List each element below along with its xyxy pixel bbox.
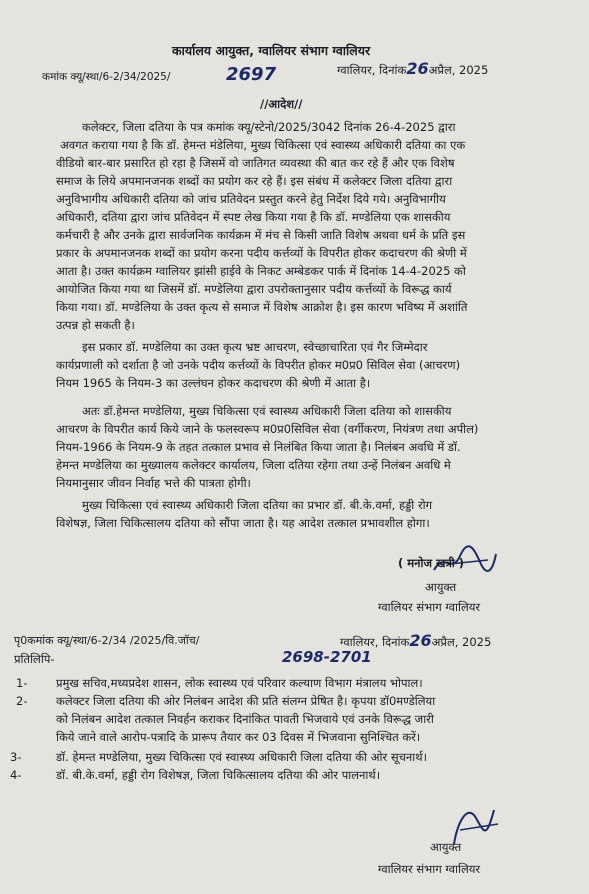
body-line: कार्यप्रणाली को दर्शाता है जो उनके पदीय कर्त्तव्यों के विपरीत होकर म0प्र0 सिविल सेवा (आचरण) [56, 358, 461, 372]
copy-item-line: किये जाने वाले आरोप-पत्रादि के प्रारूप तैयार कर 03 दिवस में भिजवाना सुनिश्चित करें। [56, 730, 421, 744]
pratilipi-label: प्रतिलिपि- [14, 652, 55, 666]
copy-place-date-prefix: ग्वालियर, दिनांक [340, 635, 410, 649]
body-line: वीडियो बार-बार प्रसारित हो रहा है जिसमें वो जातिगत व्यवस्था की बात कर रहे हैं और एक विशेष [56, 156, 455, 170]
copy-item-line: को निलंबन आदेश तत्काल निवर्हन कराकर दिनांकित पावती भिजवाये एवं उनके विरूद्ध जारी [56, 712, 434, 726]
body-line: प्रकार के अपमानजनक शब्दों का प्रयोग करना पदीय कर्त्तव्यों के विपरीत होकर कदाचरण की श्रेणी में [56, 246, 467, 260]
copy-date-suffix: अप्रैल, 2025 [431, 635, 492, 649]
header-date-handwritten: 26 [406, 59, 429, 78]
body-line: किया गया। डॉ. मण्डेलिया के उक्त कृत्य से समाज में विशेष आक्रोश है। इस कारण भविष्य में अशांति [56, 300, 468, 314]
body-line: कर्मचारी है और उनके द्वारा सार्वजनिक कार्यक्रम में मंच से किसी जाति विशेष अथवा धर्म के प्रति इस [56, 228, 466, 242]
copy-item-number: 1- [16, 676, 28, 690]
body-line: अवगत कराया गया है कि डॉ. हेमन्त मंडेलिया, मुख्य चिकित्सा एवं स्वास्थ्य अधिकारी दतिया का एक [60, 138, 466, 152]
copy-item-number: 2- [16, 694, 28, 708]
header-place-date [337, 59, 489, 78]
order-reference [42, 70, 170, 84]
body-line: विशेषज्ञ, जिला चिकित्सालय दतिया को सौंपा जाता है। यह आदेश तत्काल प्रभावशील होगा। [56, 516, 430, 530]
order-reference-prefix: कमांक क्यू/स्था/6-2/34/2025/ [42, 71, 171, 83]
body-line: अतः डॉ.हेमन्त मण्डेलिया, मुख्य चिकित्सा एवं स्वास्थ्य अधिकारी जिला दतिया को शासकीय [82, 404, 452, 418]
body-line: कलेक्टर, जिला दतिया के पत्र कमांक क्यू/स्टेनो/2025/3042 दिनांक 26-4-2025 द्वारा [82, 120, 456, 134]
body-line: आता है। उक्त कार्यक्रम ग्वालियर झांसी हाईवे के निकट अम्बेडकर पार्क में दिनांक 14-4-2025 को [56, 264, 466, 278]
signatory-office: ग्वालियर संभाग ग्वालियर [378, 600, 481, 614]
signatory-name: ( मनोज खत्री ) [398, 556, 465, 570]
copy-item-number: 3- [10, 750, 22, 764]
body-line: अधिकारी, दतिया द्वारा जांच प्रतिवेदन में स्पष्ट लेख किया गया है कि डॉ. मण्डेलिया एक शासकीय [56, 210, 451, 224]
body-line: इस प्रकार डॉ. मण्डेलिया का उक्त कृत्य भ्रष्ट आचरण, स्वेच्छाचारिता एवं गैर जिम्मेदार [82, 340, 428, 354]
body-line: नियमानुसार जीवन निर्वाह भत्ते की पात्रता होगी। [56, 476, 251, 490]
header-date-suffix: अप्रैल, 2025 [428, 63, 489, 77]
copy-reference-handwritten: 2698-2701 [282, 648, 372, 666]
copy-reference-prefix: पृ0कमांक क्यू/स्था/6-2/34 /2025/वि.जॉच/ [14, 634, 200, 647]
body-line: मुख्य चिकित्सा एवं स्वास्थ्य अधिकारी जिला दतिया का प्रभार डॉ. बी.के.वर्मा, हड्डी रोग [82, 498, 433, 512]
copy-place-date [340, 631, 492, 650]
copy-item-line: डॉ. हेमन्त मण्डेलिया, मुख्य चिकित्सा एवं स्वास्थ्य अधिकारी जिला दतिया की ओर सूचनार्थ। [56, 750, 427, 764]
body-line: आचरण के विपरीत कार्य किये जाने के फलस्वरूप म0प्र0सिविल सेवा (वर्गीकरण, नियंत्रण तथा अपील) [56, 422, 479, 436]
copy-item-number: 4- [10, 768, 22, 782]
order-title: //आदेश// [260, 97, 303, 111]
body-line: आयोजित किया गया था जिसमें डॉ. मण्डेलिया द्वारा उपरोक्तानुसार पदीय कर्त्तव्यों के विरूद्ध कार्य [56, 282, 452, 296]
header-place-date-prefix: ग्वालियर, दिनांक [337, 63, 407, 77]
office-title: कार्यालय आयुक्त, ग्वालियर संभाग ग्वालियर [172, 43, 371, 58]
copy-item-line: प्रमुख सचिव,मध्यप्रदेश शासन, लोक स्वास्थ्य एवं परिवार कल्याण विभाग मंत्रालय भोपाल। [56, 676, 423, 690]
copy-item-line: डॉ. बी.के.वर्मा, हड्डी रोग विशेषज्ञ, जिला चिकित्सालय दतिया की ओर पालनार्थ। [56, 768, 381, 782]
copy-item-line: कलेक्टर जिला दतिया की ओर निलंबन आदेश की प्रति संलग्न प्रेषित है। कृपया डॉ0मण्डेलिया [56, 694, 436, 708]
order-reference-handwritten: 2697 [226, 64, 277, 85]
signatory2-office: ग्वालियर संभाग ग्वालियर [378, 862, 481, 876]
body-line: हेमन्त मण्डेलिया का मुख्यालय कलेक्टर कार्यालय, जिला दतिया रहेगा तथा उन्हें निलंबन अवधि मे [56, 458, 451, 472]
signatory-designation: आयुक्त [425, 580, 457, 594]
copy-date-handwritten: 26 [409, 631, 432, 650]
signatory2-designation: आयुक्त [430, 840, 462, 854]
body-line: नियम 1965 के नियम-3 का उल्लंघन होकर कदाचरण की श्रेणी में आता है। [56, 376, 371, 390]
body-line: उत्पन्न हो सकती है। [56, 318, 135, 332]
body-line: समाज के लिये अपमानजनक शब्दों का प्रयोग कर रहे हैं। इस संबंध में कलेक्टर जिला दतिया द्वारा [56, 174, 453, 188]
body-line: नियम-1966 के नियम-9 के तहत तत्काल प्रभाव से निलंबित किया जाता है। निलंबन अवधि में डॉ. [56, 440, 461, 454]
body-line: अनुविभागीय अधिकारी दतिया को जांच प्रतिवेदन प्रस्तुत करने हेतु निर्देश दिये गये। अनुविभागीय [56, 192, 446, 206]
